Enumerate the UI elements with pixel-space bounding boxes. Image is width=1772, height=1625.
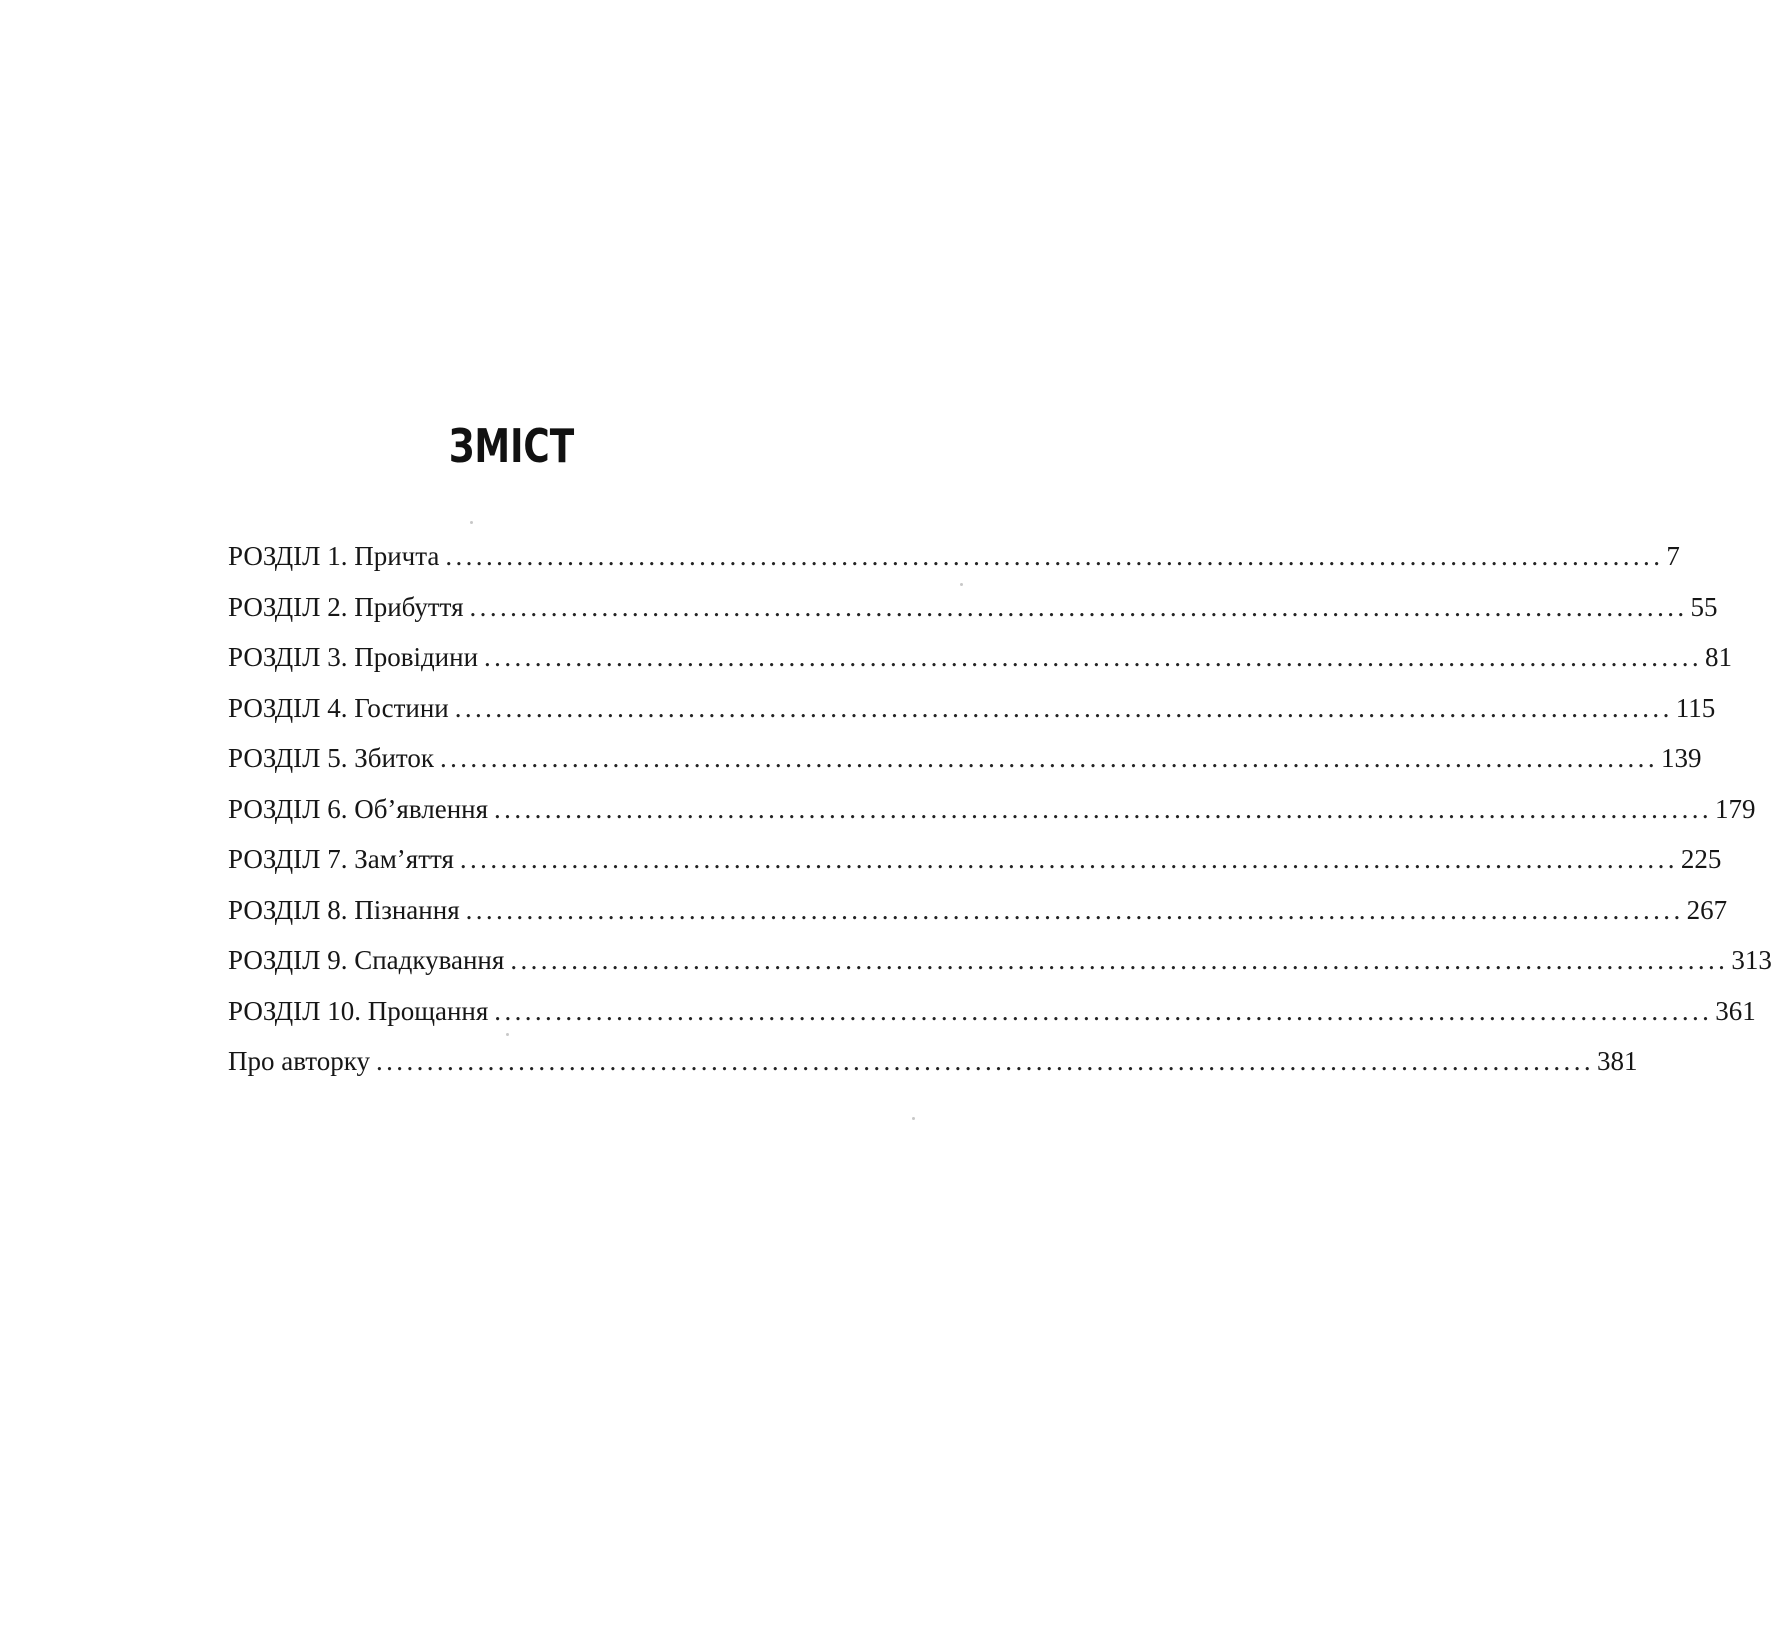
dot-leader: ........................................................................................................................ [445,541,1664,571]
page-title: ЗМІСТ [448,419,575,473]
toc-entry [228,1046,1638,1097]
dot-leader: ........................................................................................................................ [459,844,1678,874]
toc-entry-label: РОЗДІЛ 7. Зам’яття [228,844,454,874]
toc-entry-page: 179 [1715,793,1756,824]
toc-entry [228,743,1702,794]
dot-leader: ........................................................................................................................ [484,642,1703,672]
table-of-contents [228,541,1772,1097]
toc-entry-page: 225 [1680,844,1722,874]
toc-entry-label: РОЗДІЛ 5. Збиток [228,743,434,773]
dot-leader: ........................................................................................................................ [454,692,1673,723]
toc-entry [228,894,1728,946]
toc-entry [228,642,1733,693]
toc-entry [228,591,1718,643]
toc-entry-page: 267 [1686,894,1728,925]
toc-entry-label: РОЗДІЛ 3. Провідини [228,642,479,672]
toc-entry [228,945,1772,996]
toc-entry-page: 313 [1731,945,1772,975]
toc-entry [228,793,1756,845]
toc-entry-page: 115 [1675,692,1716,723]
toc-entry-label: РОЗДІЛ 6. Об’явлення [228,793,489,824]
dot-leader: ........................................................................................................................ [510,945,1729,975]
paper-speck [912,1117,915,1120]
toc-entry-label: РОЗДІЛ 10. Прощання [228,995,489,1026]
toc-entry [228,692,1716,744]
toc-entry [228,995,1756,1047]
toc-entry-page: 7 [1666,541,1680,571]
dot-leader: ........................................................................................................................ [376,1046,1594,1076]
paper-speck [960,583,963,586]
paper-speck [470,521,473,524]
toc-entry-label: РОЗДІЛ 2. Прибуття [228,591,464,622]
toc-entry-page: 381 [1597,1046,1638,1076]
dot-leader: ........................................................................................................................ [494,793,1713,824]
dot-leader: ........................................................................................................................ [465,894,1684,925]
toc-entry-label: Про авторку [228,1046,370,1076]
toc-entry-page: 139 [1660,743,1702,773]
toc-entry-label: РОЗДІЛ 4. Гостини [228,692,449,723]
toc-entry [228,844,1722,895]
toc-entry-page: 81 [1705,642,1733,672]
dot-leader: ........................................................................................................................ [469,591,1688,622]
paper-speck [506,1033,509,1036]
toc-entry-label: РОЗДІЛ 8. Пізнання [228,894,460,925]
dot-leader: ........................................................................................................................ [439,743,1658,773]
dot-leader: ........................................................................................................................ [494,995,1713,1026]
toc-entry [228,541,1680,592]
toc-entry-label: РОЗДІЛ 1. Причта [228,541,440,571]
toc-entry-page: 361 [1715,995,1756,1026]
toc-entry-label: РОЗДІЛ 9. Спадкування [228,945,505,975]
toc-entry-page: 55 [1690,591,1718,622]
